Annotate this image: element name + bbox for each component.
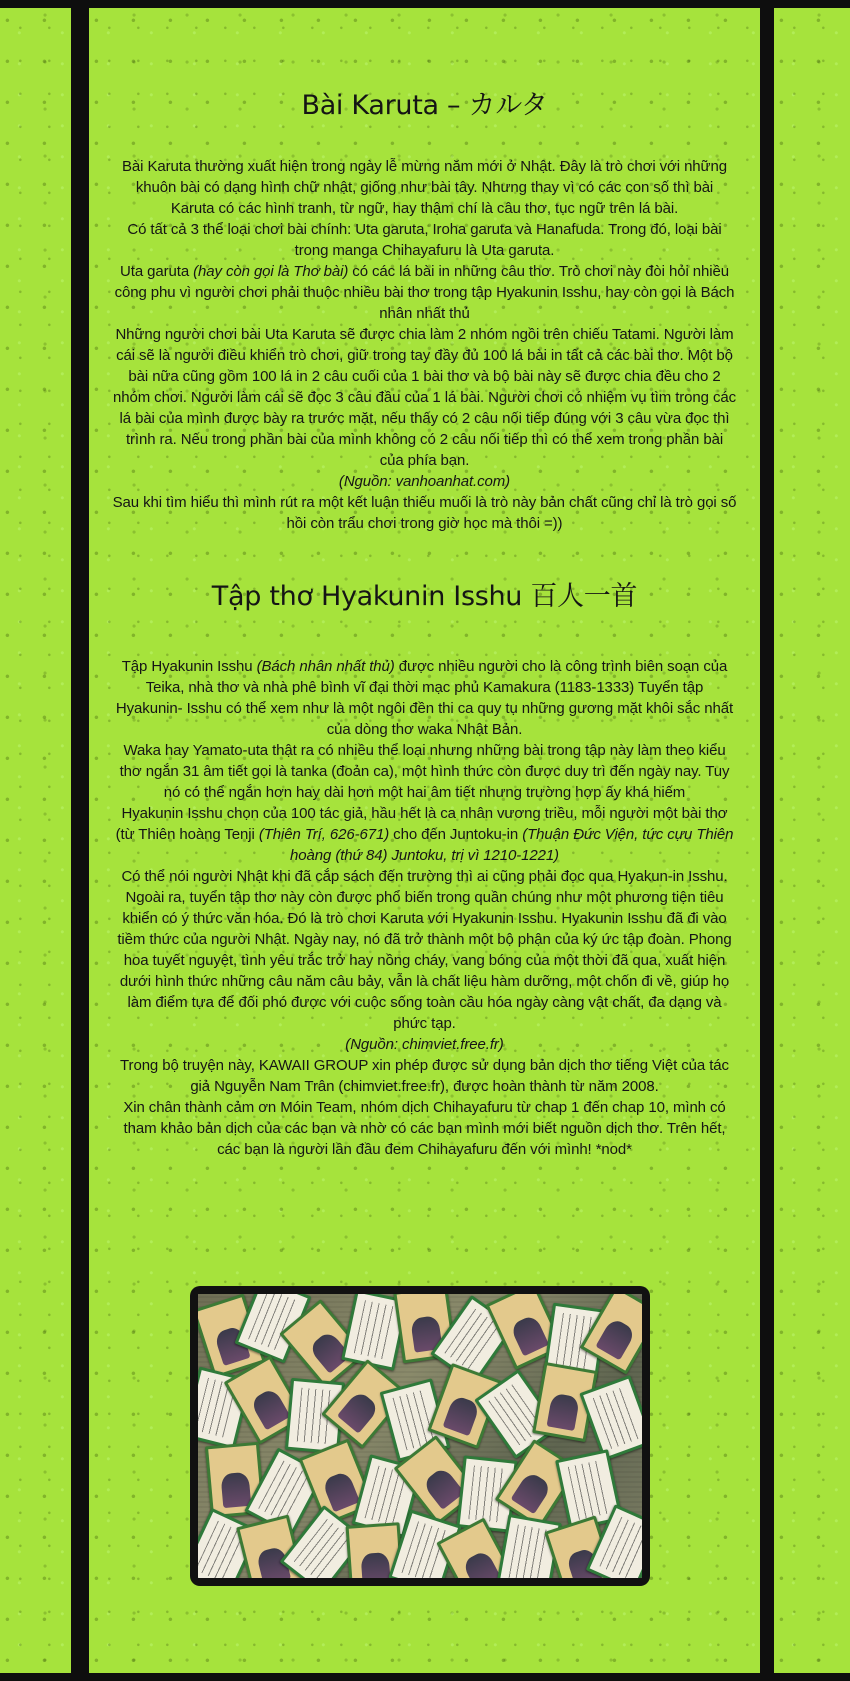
section-title-hyakunin-isshu: Tập thơ Hyakunin Isshu 百人一首 [211,581,638,612]
left-side-panel [0,8,71,1673]
text-run: Tập Hyakunin Isshu [121,658,257,675]
section-title-karuta: Bài Karuta – カルタ [301,90,548,121]
text-run: cho đến Juntoku-in [389,826,523,843]
text-run: Có thể nói người Nhật khi đã cắp sách đến trường thì ai cũng phải đọc qua Hyakun-in Isshu. Ngoài ra, tuyển tập thơ này còn được phổ biến trong quần chúng như một phương tiện tiêu khiển có ý thức văn hóa. Đó là trò chơi Karuta với Hyakunin Isshu. Hyakunin Isshu đã đi vào tiềm thức của người Nhật. Ngày nay, nó đã trở thành một bộ phận của ký ức tập đoàn. Phong hoa tuyết nguyệt, tình yêu trắc trở hay nồng cháy, vang bóng của một thời đã qua, xuất hiện dưới hình thức những câu năm câu bảy, vẫn là chất liệu hàm dưỡng, một chốn đi về, giúp họ làm điểm tựa để đối phó được với cuộc sống toàn cầu hóa ngày càng vật chất, đa dạng và phức tạp. [117,868,732,1032]
paragraph [112,1097,737,1160]
text-run: Bài Karuta thường xuất hiện trong ngày lễ mừng năm mới ở Nhật. Đây là trò chơi với những khuôn bài có dạng hình chữ nhật, giống như bài tây. Nhưng thay vì có các con số thì bài Karuta có các hình tranh, từ ngữ, hay thậm chí là câu thơ, tục ngữ trên lá bài. [122,158,727,217]
paragraph [112,492,737,534]
section-body-karuta [89,156,760,534]
paragraph [112,471,737,492]
paragraph [112,866,737,1034]
section-body-hyakunin-isshu [89,656,760,1160]
karuta-cards-photo-frame [190,1286,650,1586]
paragraph [112,656,737,740]
paragraph [112,156,737,219]
paragraph [112,740,737,803]
article-content [89,8,760,1160]
text-run: Uta garuta [120,263,194,280]
italic-text-run: (Bách nhân nhất thủ) [256,658,395,675]
paragraph [112,1034,737,1055]
text-run: có các lá bài in những câu thơ. Trò chơi này đòi hỏi nhiều công phu vì người chơi phải thuộc nhiều bài thơ trong tập Hyakunin Isshu, hay còn gọi là Bách nhân nhất thủ [114,263,735,322]
right-side-panel [774,8,850,1673]
text-run: Trong bộ truyện này, KAWAII GROUP xin phép được sử dụng bản dịch thơ tiếng Việt của tác giả Nguyễn Nam Trân (chimviet.free.fr), được hoàn thành từ năm 2008. [120,1057,729,1095]
paragraph [112,803,737,866]
italic-text-run: (Nguồn: vanhoanhat.com) [338,473,511,490]
text-run: được nhiều người cho là công trình biên soạn của Teika, nhà thơ và nhà phê bình vĩ đại thời mạc phủ Kamakura (1183-1333) Tuyển tập Hyakunin- Isshu có thể xem như là một ngôi đền thi ca quy tụ những gương mặt khôi sắc nhất của dòng thơ waka Nhật Bản. [115,658,734,738]
text-run: Có tất cả 3 thể loại chơi bài chính: Uta garuta, Iroha garuta và Hanafuda. Trong đó, loại bài trong manga Chihayafuru là Uta garuta. [127,221,722,259]
paragraph [112,1055,737,1097]
italic-text-run: (Thiên Trí, 626-671) [258,826,390,843]
text-run: Sau khi tìm hiểu thì mình rút ra một kết luận thiếu muối là trò này bản chất cũng chỉ là trò gọi số hồi còn trẩu chơi trong giờ học mà thôi =)) [112,494,737,532]
italic-text-run: (Thuận Đức Viện, tức cựu Thiên hoàng (thứ 84) Juntoku, trị vì 1210-1221) [290,826,734,864]
paragraph [112,219,737,261]
italic-text-run: (Nguồn: chimviet.free.fr) [345,1036,504,1053]
paragraph [112,324,737,471]
karuta-cards-photo [198,1294,642,1578]
italic-text-run: (hay còn gọi là Thơ bài) [193,263,349,280]
text-run: Hyakunin Isshu chọn của 100 tác giả, hầu hết là ca nhân vương triều, mỗi người một bài thơ (từ Thiên hoàng Tenji [115,805,728,843]
paragraph [112,261,737,324]
text-run: Waka hay Yamato-uta thật ra có nhiều thể loại nhưng những bài trong tập này làm theo kiểu thơ ngắn 31 âm tiết gọi là tanka (đoản ca), một hình thức còn được duy trì đến ngày nay. Tuy nó có thể ngắn hơn hay dài hơn một hai âm tiết nhưng trường hợp ấy khá hiếm [119,742,730,801]
text-run: Xin chân thành cảm ơn Móin Team, nhóm dịch Chihayafuru từ chap 1 đến chap 10, mình có tham khảo bản dịch của các bạn và nhờ có các bạn mình mới biết nguồn dịch thơ. Trên hết, các bạn là người lần đầu đem Chihayafuru đến với mình! *nod* [123,1099,726,1158]
text-run: Những người chơi bài Uta Karuta sẽ được chia làm 2 nhóm ngồi trên chiếu Tatami. Người làm cái sẽ là người điều khiển trò chơi, giữ trong tay đầy đủ 100 lá bài in tất cả các bài thơ. Một bộ bài nữa cũng gồm 100 lá in 2 câu cuối của 1 bài thơ và bộ bài này sẽ được chia đều cho 2 nhóm chơi. Người làm cái sẽ đọc 3 câu đầu của 1 lá bài. Người chơi có nhiệm vụ tìm trong các lá bài của mình được bày ra trước mặt, nếu thấy có 2 câu nối tiếp đúng với 3 câu vừa đọc thì trình ra. Nếu trong phần bài của mình không có 2 câu nối tiếp thì có thể xem trong phần bài của phía bạn. [112,326,736,469]
